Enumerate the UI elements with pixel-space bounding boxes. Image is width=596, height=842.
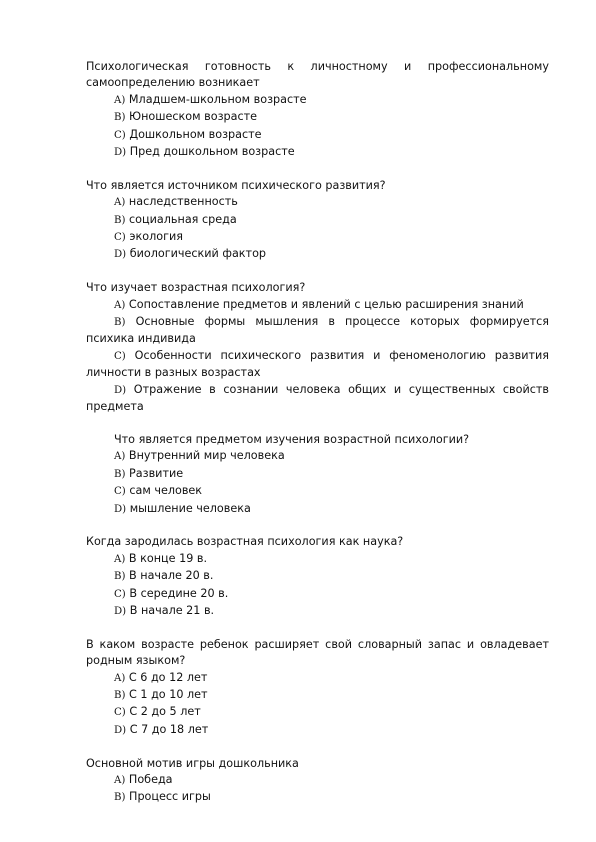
answer-text: мышление человека xyxy=(129,501,251,515)
answer-list xyxy=(86,772,549,807)
answer-option xyxy=(86,229,549,246)
answer-text: С 2 до 5 лет xyxy=(129,705,201,719)
answer-text: Особенности психического развития и феноменологию развития личности в разных возрастах xyxy=(86,348,549,380)
answer-text: наследственность xyxy=(128,195,238,209)
question-block xyxy=(86,178,549,264)
answer-option xyxy=(86,704,549,721)
answer-list xyxy=(86,92,549,162)
answer-text: Дошкольном возрасте xyxy=(129,127,262,141)
answer-letter: B) xyxy=(114,792,126,804)
answer-option xyxy=(86,212,549,229)
answer-option xyxy=(86,92,549,109)
answer-option xyxy=(86,722,549,739)
question-text: Что является предметом изучения возрастной психологии? xyxy=(114,432,470,446)
answer-letter: C) xyxy=(114,707,126,719)
answer-letter: A) xyxy=(114,94,126,106)
answer-option xyxy=(86,348,549,382)
question-text: Что является источником психического развития? xyxy=(86,178,386,192)
answer-option xyxy=(86,603,549,620)
answer-letter: B) xyxy=(114,112,126,124)
answer-text: Пред дошкольном возрасте xyxy=(129,145,295,159)
answer-text: биологический фактор xyxy=(129,247,267,261)
answer-option xyxy=(86,687,549,704)
answer-option xyxy=(86,568,549,585)
question-text: Основной мотив игры дошкольника xyxy=(86,756,299,770)
answer-letter: A) xyxy=(114,299,126,311)
answer-list xyxy=(86,194,549,264)
answer-text: экология xyxy=(129,230,183,244)
question-block xyxy=(86,280,549,415)
answer-text: Победа xyxy=(128,772,173,786)
answer-letter: B) xyxy=(114,689,126,701)
answer-option xyxy=(86,466,549,483)
answer-text: В середине 20 в. xyxy=(129,586,229,600)
answer-letter: C) xyxy=(114,486,126,498)
answer-option xyxy=(86,772,549,789)
answer-letter: B) xyxy=(114,468,126,480)
answer-text: С 7 до 18 лет xyxy=(129,722,209,736)
question-block xyxy=(86,59,549,161)
answer-letter: C) xyxy=(114,129,126,141)
answer-letter: D) xyxy=(114,147,127,159)
answer-letter: D) xyxy=(114,724,127,736)
answer-letter: B) xyxy=(114,317,126,329)
question-text: В каком возрасте ребенок расширяет свой словарный запас и овладевает родным языком? xyxy=(86,637,549,668)
answer-text: В конце 19 в. xyxy=(128,551,208,565)
answer-list xyxy=(86,297,549,416)
answer-option xyxy=(86,501,549,518)
answer-letter: A) xyxy=(114,774,126,786)
answer-option xyxy=(86,448,549,465)
answer-text: сам человек xyxy=(129,484,203,498)
question-block xyxy=(86,432,549,518)
answer-option xyxy=(86,670,549,687)
answer-list xyxy=(86,670,549,740)
question-text: Когда зародилась возрастная психология как наука? xyxy=(86,535,404,549)
answer-option xyxy=(86,194,549,211)
answer-letter: A) xyxy=(114,553,126,565)
answer-letter: C) xyxy=(114,588,126,600)
answer-option xyxy=(86,314,549,348)
answer-option xyxy=(86,382,549,416)
question-block xyxy=(86,534,549,620)
answer-option xyxy=(86,297,549,314)
answer-text: Основные формы мышления в процессе которых формируется психика индивида xyxy=(86,315,549,346)
answer-text: В начале 21 в. xyxy=(129,603,215,617)
answer-letter: D) xyxy=(114,503,127,515)
answer-list xyxy=(86,551,549,621)
answer-text: В начале 20 в. xyxy=(129,569,214,583)
answer-letter: D) xyxy=(114,249,127,261)
answer-text: Юношеском возрасте xyxy=(129,110,258,124)
answer-letter: A) xyxy=(114,197,126,209)
answer-text: Сопоставление предметов и явлений с целью расширения знаний xyxy=(128,297,524,311)
answer-letter: A) xyxy=(114,672,126,684)
question-block xyxy=(86,756,549,807)
answer-text: социальная среда xyxy=(129,212,237,226)
answer-text: Младшем-школьном возрасте xyxy=(128,92,307,106)
answer-option xyxy=(86,246,549,263)
answer-text: Отражение в сознании человека общих и существенных свойств предмета xyxy=(86,382,549,414)
answer-text: С 6 до 12 лет xyxy=(128,670,208,684)
answer-text: Процесс игры xyxy=(129,790,211,804)
question-block xyxy=(86,637,549,739)
answer-option xyxy=(86,551,549,568)
answer-option xyxy=(86,483,549,500)
answer-list xyxy=(86,448,549,518)
answer-letter: D) xyxy=(114,605,127,617)
answer-option xyxy=(86,127,549,144)
answer-option xyxy=(86,144,549,161)
answer-text: Развитие xyxy=(129,466,184,480)
answer-option xyxy=(86,109,549,126)
question-text: Что изучает возрастная психология? xyxy=(86,281,306,295)
answer-option xyxy=(86,586,549,603)
answer-letter: C) xyxy=(114,232,126,244)
question-text: Психологическая готовность к личностному и профессиональному самоопределению возникает xyxy=(86,60,549,90)
answer-text: Внутренний мир человека xyxy=(128,449,285,463)
answer-option xyxy=(86,789,549,806)
answer-letter: C) xyxy=(114,350,126,362)
answer-letter: B) xyxy=(114,214,126,226)
answer-text: С 1 до 10 лет xyxy=(129,687,208,701)
answer-letter: D) xyxy=(114,384,127,396)
answer-letter: A) xyxy=(114,451,126,463)
answer-letter: B) xyxy=(114,571,126,583)
document-page xyxy=(86,59,549,823)
